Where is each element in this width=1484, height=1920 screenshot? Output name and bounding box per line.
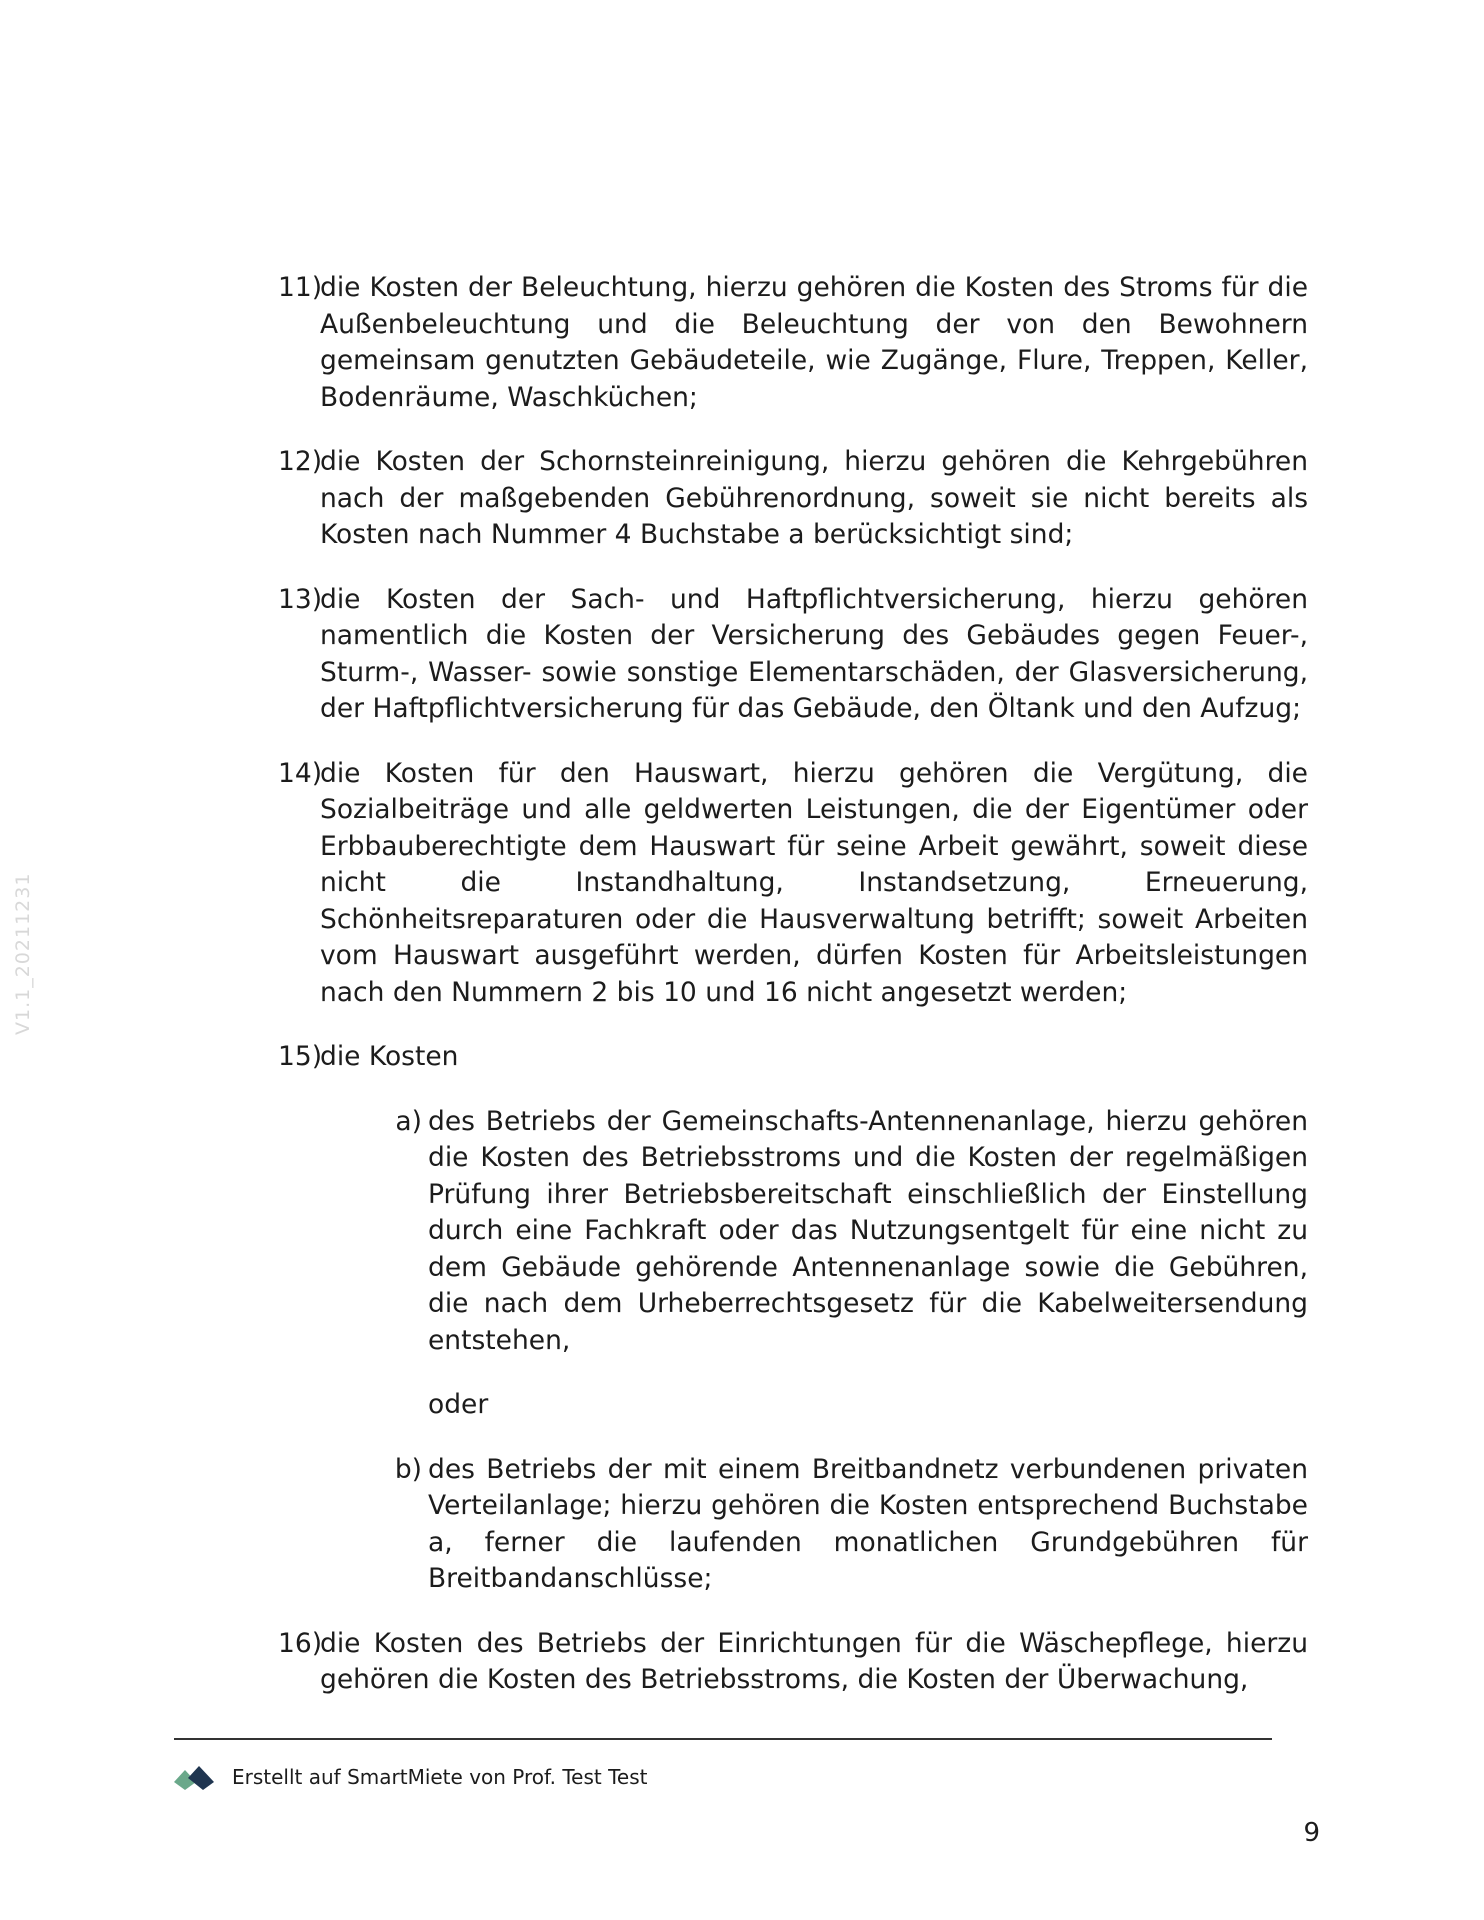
cost-list <box>278 270 1308 1727</box>
item-text: die Kosten der Schornsteinreinigung, hierzu gehören die Kehrgebühren nach der maßgebenden Gebührenordnung, soweit sie nicht bereits als Kosten nach Nummer 4 Buchstabe a berücksichtigt sind; <box>320 446 1308 550</box>
sub-item-letter: b) <box>394 1453 422 1485</box>
page-number: 9 <box>1303 1818 1320 1848</box>
list-item-11 <box>278 270 1308 416</box>
sub-item-text: des Betriebs der Gemeinschafts-Antennenanlage, hierzu gehören die Kosten des Betriebsstroms und die Kosten der regelmäßigen Prüfung ihrer Betriebsbereitschaft einschließlich der Einstellung durch eine Fachkraft oder das Nutzungsentgelt für eine nicht zu dem Gebäude gehörende Antennenanlage sowie die Gebühren, die nach dem Urheberrechtsgesetz für die Kabelweitersendung entstehen, <box>428 1105 1308 1356</box>
item-text: die Kosten der Beleuchtung, hierzu gehören die Kosten des Stroms für die Außenbeleuchtung und die Beleuchtung der von den Bewohnern gemeinsam genutzten Gebäudeteile, wie Zugänge, Flure, Treppen, Keller, Bodenräume, Waschküchen; <box>320 272 1308 413</box>
version-stamp: V1.1_20211231 <box>12 872 34 1035</box>
list-item-12 <box>278 444 1308 554</box>
footer-text: Erstellt auf SmartMiete von Prof. Test Test <box>232 1765 648 1789</box>
item-text: die Kosten des Betriebs der Einrichtungen für die Wäschepflege, hierzu gehören die Kosten des Betriebsstroms, die Kosten der Überwachung, <box>320 1627 1308 1695</box>
item-number: 11) <box>278 272 323 303</box>
item-number: 13) <box>278 583 323 615</box>
list-item-15 <box>278 1039 1308 1598</box>
sub-item-letter: a) <box>395 1105 422 1137</box>
item-number: 15) <box>278 1041 323 1072</box>
item-body <box>320 1039 1308 1598</box>
item-number: 16) <box>278 1627 323 1659</box>
sub-item-text: des Betriebs der mit einem Breitbandnetz verbundenen privaten Verteilanlage; hierzu gehören die Kosten entsprechend Buchstabe a, ferner die laufenden monatlichen Grundgebühren für Breitbandanschlüsse; <box>428 1453 1308 1594</box>
item-text: die Kosten für den Hauswart, hierzu gehören die Vergütung, die Sozialbeiträge und alle geldwerten Leistungen, die der Eigentümer oder Erbbauberechtigte dem Hauswart für seine Arbeit gewährt, soweit diese nicht die Instandhaltung, Instandsetzung, Erneuerung, Schönheitsreparaturen oder die Hausverwaltung betrifft; soweit Arbeiten vom Hauswart ausgeführt werden, dürfen Kosten für Arbeitsleistungen nach den Nummern 2 bis 10 und 16 nicht angesetzt werden; <box>320 757 1308 1008</box>
list-item-16 <box>278 1626 1308 1699</box>
sub-item-b <box>392 1452 1308 1598</box>
footer-divider <box>174 1738 1272 1740</box>
item-text: die Kosten der Sach- und Haftpflichtversicherung, hierzu gehören namentlich die Kosten der Versicherung des Gebäudes gegen Feuer-, Sturm-, Wasser- sowie sonstige Elementarschäden, der Glasversicherung, der Haftpflichtversicherung für das Gebäude, den Öltank und den Aufzug; <box>320 583 1308 724</box>
sub-list <box>392 1104 1308 1598</box>
sub-item-connector: oder <box>428 1389 489 1420</box>
sub-item-a <box>392 1104 1308 1360</box>
item-number: 14) <box>278 757 323 789</box>
list-item-14 <box>278 756 1308 1012</box>
smartmiete-logo-icon <box>174 1764 214 1790</box>
footer <box>174 1764 647 1790</box>
item-number: 12) <box>278 446 323 477</box>
item-text: die Kosten <box>320 1041 459 1072</box>
list-item-13 <box>278 582 1308 728</box>
